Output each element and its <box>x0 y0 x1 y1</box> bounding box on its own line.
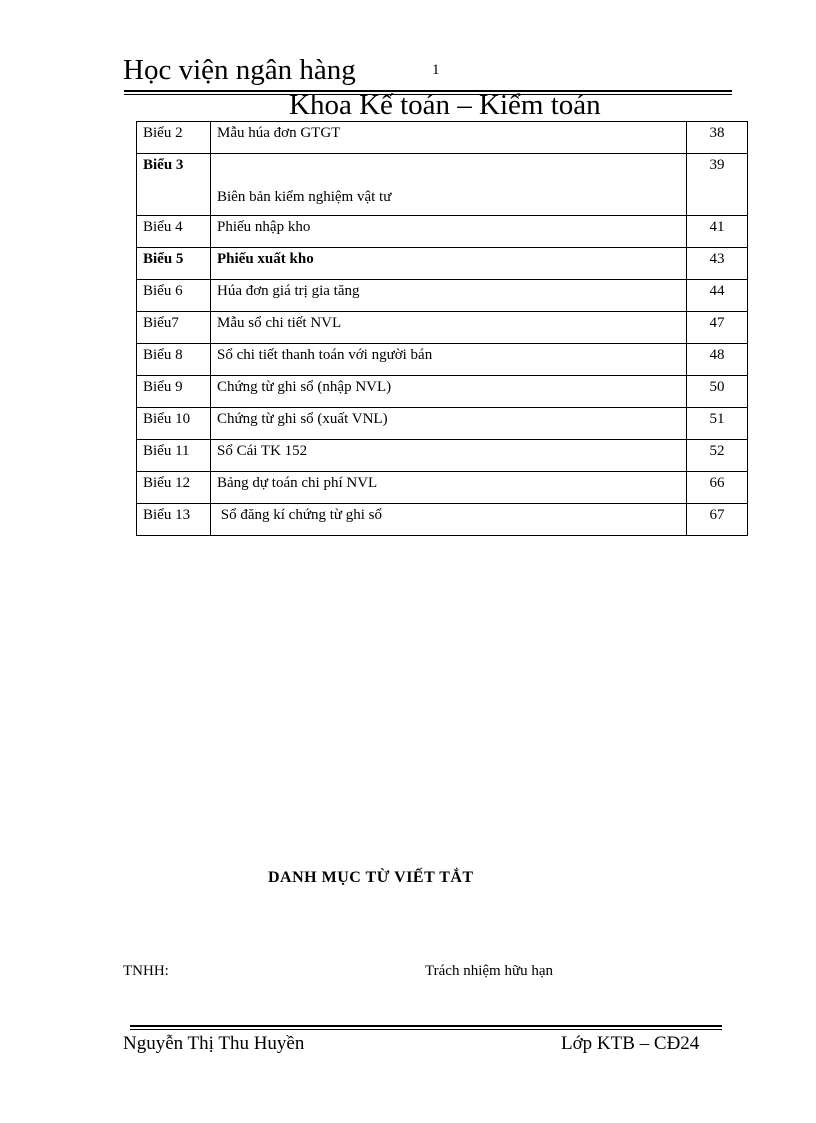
table-row <box>137 408 748 440</box>
footer-rule <box>130 1025 722 1027</box>
faculty-name: Khoa Kế toán – Kiểm toán <box>289 89 601 121</box>
row-page: 48 <box>687 344 748 376</box>
row-title: Bảng dự toán chi phí NVL <box>211 472 687 504</box>
row-label: Biểu 12 <box>137 472 211 504</box>
row-label: Biểu 8 <box>137 344 211 376</box>
row-page: 51 <box>687 408 748 440</box>
row-label: Biểu 6 <box>137 280 211 312</box>
row-title: Chứng từ ghi sổ (nhập NVL) <box>211 376 687 408</box>
row-page: 52 <box>687 440 748 472</box>
abbreviations-heading: DANH MỤC TỪ VIẾT TẮT <box>268 869 474 886</box>
table-row <box>137 122 748 154</box>
table-row <box>137 440 748 472</box>
row-title: Sổ chi tiết thanh toán với người bán <box>211 344 687 376</box>
class-name: Lớp KTB – CĐ24 <box>561 1033 700 1054</box>
row-title: Phiếu nhập kho <box>211 216 687 248</box>
page-number: 1 <box>432 62 440 78</box>
row-title: Mẫu sổ chi tiết NVL <box>211 312 687 344</box>
row-label: Biểu 9 <box>137 376 211 408</box>
row-page: 50 <box>687 376 748 408</box>
table-row <box>137 376 748 408</box>
row-title: Sổ Cái TK 152 <box>211 440 687 472</box>
row-page: 47 <box>687 312 748 344</box>
table-row <box>137 216 748 248</box>
row-page: 44 <box>687 280 748 312</box>
row-label: Biểu 5 <box>137 248 211 280</box>
table-row <box>137 504 748 536</box>
footer-rule-thin <box>130 1029 722 1030</box>
row-title: Chứng từ ghi sổ (xuất VNL) <box>211 408 687 440</box>
abbreviation-meaning: Trách nhiệm hữu hạn <box>425 963 553 979</box>
table-row <box>137 154 748 216</box>
table-of-contents <box>136 121 748 536</box>
row-title: Mẫu húa đơn GTGT <box>211 122 687 154</box>
row-page: 66 <box>687 472 748 504</box>
row-label: Biểu 11 <box>137 440 211 472</box>
row-title: Húa đơn giá trị gia tăng <box>211 280 687 312</box>
table-row <box>137 248 748 280</box>
row-title: Phiếu xuất kho <box>211 248 687 280</box>
row-page: 41 <box>687 216 748 248</box>
row-label: Biểu 3 <box>137 154 211 216</box>
row-label: Biểu 2 <box>137 122 211 154</box>
row-label: Biểu 4 <box>137 216 211 248</box>
row-title: Sổ đăng kí chứng từ ghi sổ <box>211 504 687 536</box>
row-title: Biên bản kiểm nghiệm vật tư <box>211 154 687 216</box>
row-page: 43 <box>687 248 748 280</box>
table-row <box>137 312 748 344</box>
row-page: 38 <box>687 122 748 154</box>
row-label: Biểu 13 <box>137 504 211 536</box>
table-row <box>137 472 748 504</box>
row-page: 39 <box>687 154 748 216</box>
table-row <box>137 280 748 312</box>
row-page: 67 <box>687 504 748 536</box>
abbreviation-term: TNHH: <box>123 963 169 979</box>
row-label: Biểu7 <box>137 312 211 344</box>
author-name: Nguyễn Thị Thu Huyền <box>123 1033 305 1054</box>
institution-name: Học viện ngân hàng <box>123 54 356 86</box>
row-label: Biểu 10 <box>137 408 211 440</box>
table-row <box>137 344 748 376</box>
